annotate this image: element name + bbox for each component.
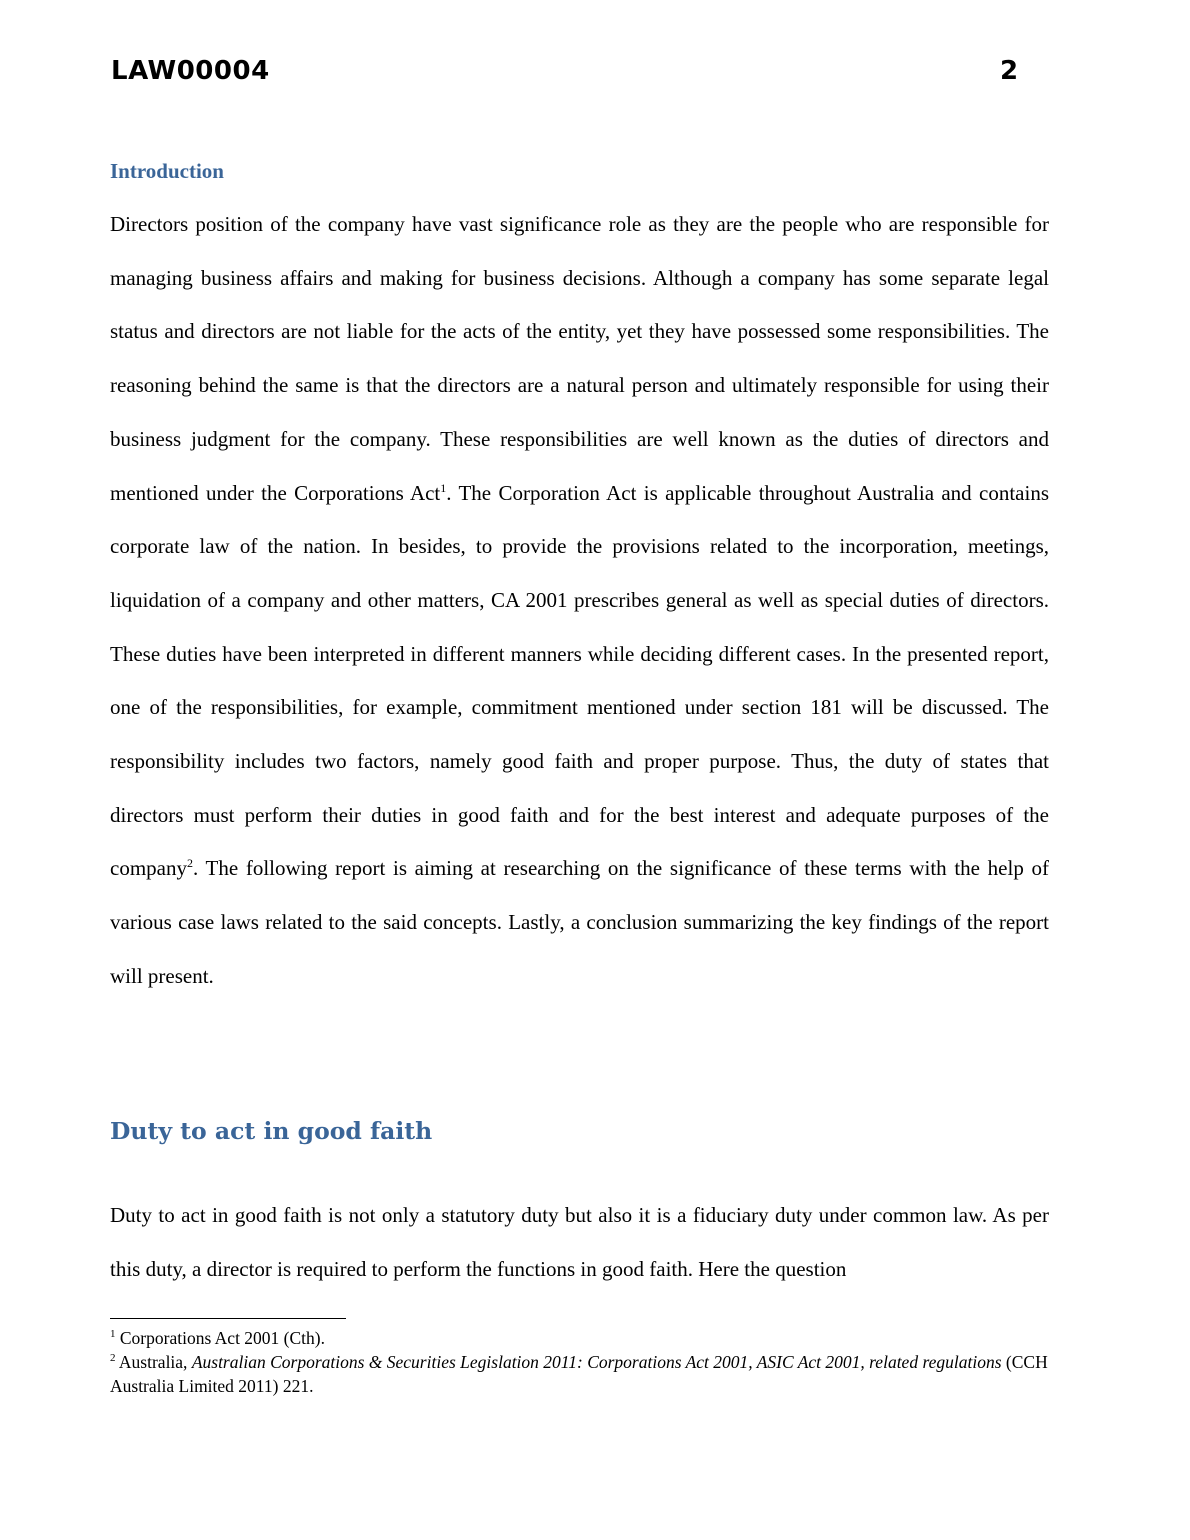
footnote-2	[110, 1350, 1050, 1398]
footnote-1-text: Corporations Act 2001 (Cth).	[115, 1328, 325, 1348]
intro-text-part-1: Directors position of the company have vast significance role as they are the people who are responsible for managing business affairs and making for business decisions. Although a company has some separate legal status and directors are not liable for the acts of the entity, yet they have possessed some responsibilities. The reasoning behind the same is that the directors are a natural person and ultimately responsible for using their business judgment for the company. These responsibilities are well known as the duties of directors and mentioned under the Corporations Act	[110, 212, 1049, 505]
footnote-ref-1[interactable]: 1	[440, 480, 447, 495]
duty-good-faith-paragraph	[110, 1189, 1049, 1296]
footnote-2-text-pre: Australia,	[115, 1352, 192, 1372]
intro-text-part-2: . The Corporation Act is applicable throughout Australia and contains corporate law of the nation. In besides, to provide the provisions related to the incorporation, meetings, liquidation of a company and other matters, CA 2001 prescribes general as well as special duties of directors. These duties have been interpreted in different manners while deciding different cases. In the presented report, one of the responsibilities, for example, commitment mentioned under section 181 will be discussed. The responsibility includes two factors, namely good faith and proper purpose. Thus, the duty of states that directors must perform their duties in good faith and for the best interest and adequate purposes of the company	[110, 480, 1049, 881]
duty-good-faith-text: Duty to act in good faith is not only a statutory duty but also it is a fiduciary duty under common law. As per this duty, a director is required to perform the functions in good faith. Here the question	[110, 1203, 1049, 1281]
header-course-code: LAW00004	[111, 56, 270, 86]
header-page-number: 2	[1000, 56, 1019, 86]
footnote-2-text-post: (CCH Australia Limited 2011) 221.	[110, 1352, 1048, 1396]
footnote-2-title: Australian Corporations & Securities Legislation 2011: Corporations Act 2001, ASIC Act 2001, related regulations	[191, 1352, 1002, 1372]
intro-text-part-3: . The following report is aiming at researching on the significance of these terms with the help of various case laws related to the said concepts. Lastly, a conclusion summarizing the key findings of the report will present.	[110, 856, 1049, 988]
footnote-1-number: 1	[110, 1328, 116, 1341]
introduction-heading: Introduction	[110, 159, 224, 183]
footnotes	[110, 1326, 1050, 1398]
introduction-paragraph	[110, 198, 1049, 1004]
footnote-1	[110, 1326, 1050, 1350]
footnote-2-number: 2	[110, 1352, 116, 1365]
duty-good-faith-heading: Duty to act in good faith	[110, 1117, 433, 1145]
footnote-ref-2[interactable]: 2	[186, 856, 193, 871]
footnote-separator	[110, 1318, 346, 1319]
